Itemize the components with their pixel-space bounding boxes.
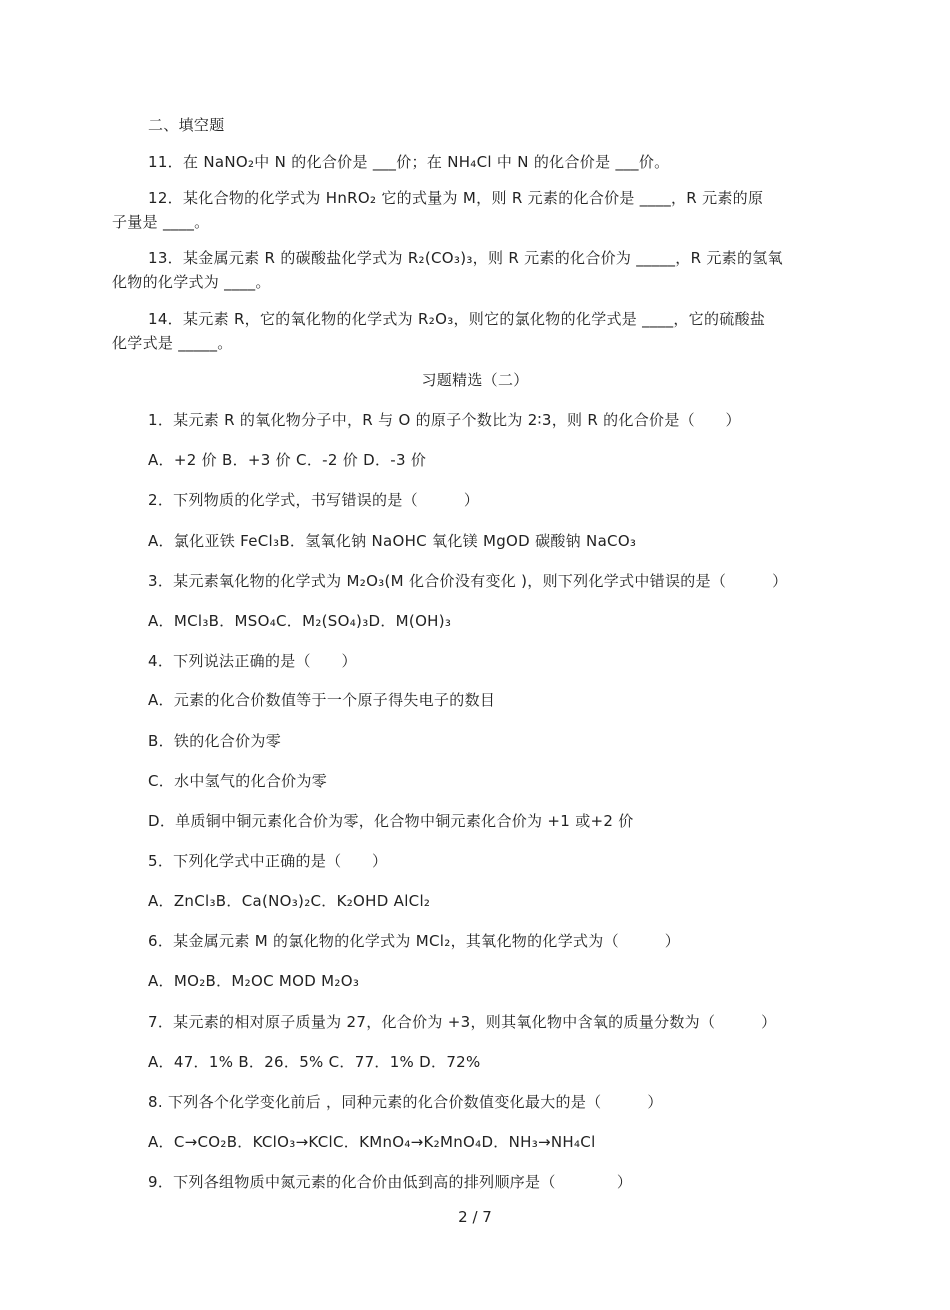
question-line: A．C→CO₂B．KClO₃→KClC．KMnO₄→K₂MnO₄D．NH₃→NH₄Cl: [148, 1133, 596, 1151]
question-line: 5．下列化学式中正确的是（ ）: [148, 852, 388, 870]
section-title: 二、填空题: [148, 116, 225, 134]
question-11: 11．在 NaNO₂中 N 的化合价是 ___价；在 NH₄Cl 中 N 的化合价是 ___价。: [148, 153, 670, 171]
question-line: 8. 下列各个化学变化前后 ，同种元素的化合价数值变化最大的是（ ）: [148, 1093, 663, 1111]
question-line: A．+2 价 B．+3 价 C．-2 价 D．-3 价: [148, 451, 427, 469]
question-line: D．单质铜中铜元素化合价为零，化合物中铜元素化合价为 +1 或+2 价: [148, 812, 634, 830]
question-line: A．元素的化合价数值等于一个原子得失电子的数目: [148, 691, 496, 709]
question-line: A．47．1% B．26．5% C．77．1% D．72%: [148, 1053, 481, 1071]
question-line: 3．某元素氧化物的化学式为 M₂O₃(M 化合价没有变化 )，则下列化学式中错误的是（ ）: [148, 572, 788, 590]
question-line: 2．下列物质的化学式，书写错误的是（ ）: [148, 491, 480, 509]
question-13-line-2: 化物的化学式为 ____。: [112, 273, 271, 291]
question-line: 7．某元素的相对原子质量为 27，化合价为 +3，则其氧化物中含氧的质量分数为（ ）: [148, 1013, 777, 1031]
question-line: B．铁的化合价为零: [148, 732, 281, 750]
question-line: A．MO₂B．M₂OC MOD M₂O₃: [148, 972, 360, 990]
question-line: 6．某金属元素 M 的氯化物的化学式为 MCl₂，其氧化物的化学式为（ ）: [148, 932, 681, 950]
question-line: 1．某元素 R 的氧化物分子中，R 与 O 的原子个数比为 2∶3，则 R 的化合价是（ ）: [148, 411, 741, 429]
exercise-title: 习题精选（二）: [421, 371, 529, 389]
question-line: C．水中氢气的化合价为零: [148, 772, 328, 790]
question-14-line-1: 14．某元素 R，它的氧化物的化学式为 R₂O₃，则它的氯化物的化学式是 ____，它的硫酸盐: [148, 310, 766, 328]
question-line: A．MCl₃B．MSO₄C．M₂(SO₄)₃D．M(OH)₃: [148, 612, 452, 630]
question-14-line-2: 化学式是 _____。: [112, 334, 233, 352]
question-line: 9．下列各组物质中氮元素的化合价由低到高的排列顺序是（ ）: [148, 1173, 633, 1191]
question-line: A．ZnCl₃B．Ca(NO₃)₂C．K₂OHD AlCl₂: [148, 892, 431, 910]
question-12-line-2: 子量是 ____。: [112, 213, 210, 231]
question-13-line-1: 13．某金属元素 R 的碳酸盐化学式为 R₂(CO₃)₃，则 R 元素的化合价为 _____，R 元素的氢氧: [148, 249, 783, 267]
question-12-line-1: 12．某化合物的化学式为 HnRO₂ 它的式量为 M，则 R 元素的化合价是 ____，R 元素的原: [148, 189, 764, 207]
question-line: 4．下列说法正确的是（ ）: [148, 652, 357, 670]
question-line: A．氯化亚铁 FeCl₃B．氢氧化钠 NaOHC 氧化镁 MgOD 碳酸钠 NaCO₃: [148, 532, 637, 550]
page-number: 2 / 7: [458, 1208, 492, 1226]
